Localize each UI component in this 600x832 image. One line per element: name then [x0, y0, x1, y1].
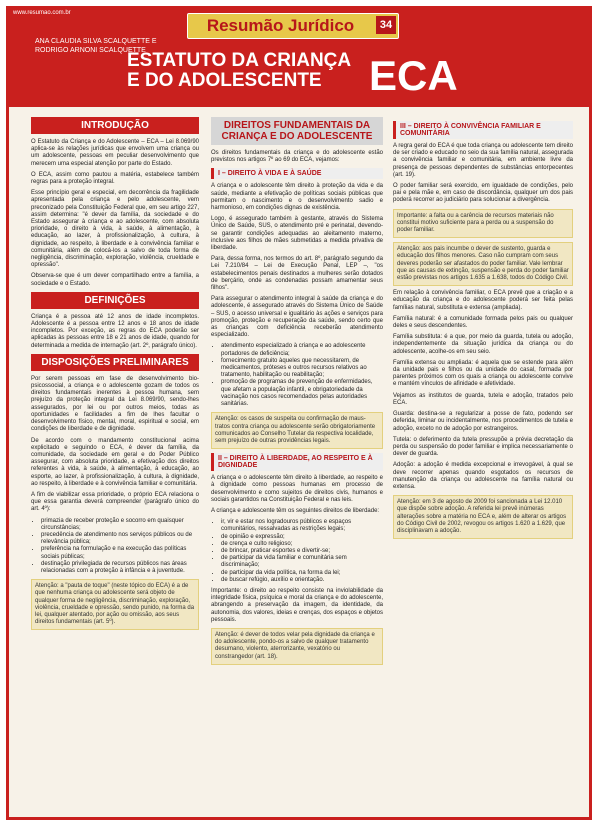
- list-item: • preferência na formulação e na execução das políticas sociais públicas;: [41, 546, 199, 560]
- column-2: [211, 117, 383, 669]
- intro-heading: INTRODUÇÃO: [31, 117, 199, 134]
- freedom-subheading: II – DIREITO À LIBERDADE, AO RESPEITO E À DIGNIDADE: [211, 453, 383, 471]
- column-3: [393, 117, 573, 543]
- rights-intro: Os direitos fundamentais da criança e do adolescente estão previstos nos artigos 7º ao 69 do ECA, vejamos:: [211, 150, 383, 164]
- page-title: [127, 51, 377, 91]
- family-paragraph: Família extensa ou ampliada: é aquela que se estende para além da unidade pais e filhos ou da unidade do casal, formada por parentes próximos com os quais a criança ou adolescente convive e mantém vínculos de afinidade e afetividade.: [393, 359, 573, 388]
- important-box: Importante: a falta ou a carência de recursos materiais não constitui motivo suficiente para a perda ou a suspensão do poder familiar.: [393, 209, 573, 239]
- attention-box: Atenção: os casos de suspeita ou confirmação de maus-tratos contra criança ou adolescente serão obrigatoriamente comunicados ao Conselho Tutelar da respectiva localidade, sem prejuízo de outras providências legais.: [211, 412, 383, 449]
- rights-paragraph: A criança e adolescente têm os seguintes direitos de liberdade:: [211, 507, 380, 514]
- rights-paragraph: Para assegurar o atendimento integral à saúde da criança e do adolescente, é assegurado através do Sistema Único de Saúde – SUS, o acesso universal e igualitário às ações e serviços para promoção, proteção e recuperação da saúde, sendo certo que as crianças com deficiência receberão atendimento especializado.: [211, 296, 383, 339]
- life-health-subheading: I – DIREITO À VIDA E À SAÚDE: [211, 168, 383, 179]
- list-item: • de opinião e expressão;: [221, 534, 383, 541]
- definitions-heading: DEFINIÇÕES: [31, 292, 199, 309]
- header-banner: [9, 9, 589, 107]
- brand-box: [187, 13, 399, 39]
- family-paragraph: O poder familiar será exercido, em igualdade de condições, pelo pai e pela mãe e, em caso de discordância, qualquer um dos pais poderá recorrer ao judiciário para solucionar a divergência.: [393, 183, 573, 204]
- preliminary-paragraph: De acordo com o mandamento constitucional acima explicitado e seguindo o ECA, é dever da família, da comunidade, da sociedade em geral e do Poder Público assegurar, com absoluta prioridade, a efetivação dos direitos referentes à vida, à saúde, à alimentação, à educação, ao esporte, ao lazer, à profissionalização, à cultura, à dignidade, ao respeito, à liberdade e à convivência familiar e comunitária.: [31, 437, 199, 487]
- family-paragraph: Família natural: é a comunidade formada pelos pais ou qualquer deles e seus descendentes.: [393, 315, 573, 330]
- list-item: • primazia de receber proteção e socorro em quaisquer circunstâncias;: [41, 518, 199, 532]
- family-paragraph: Adoção: a adoção é medida excepcional e irrevogável, à qual se deve recorrer apenas quando esgotados os recursos de manutenção da criança ou adolescente na família natural ou extensa.: [393, 462, 573, 490]
- intro-paragraph: Esse princípio geral e especial, em decorrência da fragilidade apresentada pela criança e pelo adolescente, vem preconizado pela Constituição Federal que, em seu artigo 227, assim determina: "é dever da família, da sociedade e do Estado assegurar à criança e ao adolescente, com absoluta prioridade, o direito à vida, à saúde, à alimentação, à educação, ao lazer, à profissionalização, à cultura, à dignidade, ao respeito, à liberdade e à convivência familiar e comunitária, além de colocá-los a salvo de toda forma de negligência, discriminação, exploração, violência, crueldade e opressão".: [31, 190, 199, 269]
- brand-title: Resumão Jurídico: [206, 16, 355, 35]
- family-paragraph: Família substituta: é a que, por meio da guarda, tutela ou adoção, independentemente da situação jurídica da criança ou do adolescente, acolhe-os em seu seio.: [393, 334, 573, 355]
- author-line-1: ANA CLAUDIA SILVA SCALQUETTE E: [35, 38, 157, 45]
- family-paragraph: A regra geral do ECA é que toda criança ou adolescente tem direito de ser criado e educado no seio da sua família natural, assegurada a convivência familiar e comunitária, em ambiente livre da presença de pessoas dependentes de substâncias entorpecentes (art. 19).: [393, 143, 573, 178]
- family-paragraph: Guarda: destina-se a regularizar a posse de fato, podendo ser deferida, liminar ou incidentalmente, nos procedimentos de tutela e adoção, exceto no de adoção por estrangeiros.: [393, 411, 573, 432]
- title-line-1: ESTATUTO DA CRIANÇA: [127, 50, 352, 71]
- site-url[interactable]: www.resumao.com.br: [13, 10, 71, 16]
- attention-box: Atenção: em 3 de agosto de 2009 foi sancionada a Lei 12.010 que dispõe sobre adoção. A referida lei prevê inúmeras alterações sobre a matéria no ECA e, além de alterar os artigos do Código Civil de 2002, revogou os artigos 1.620 a 1.629, que disciplinavam a adoção.: [393, 495, 573, 539]
- intro-paragraph: O Estatuto da Criança e do Adolescente – ECA – Lei 8.069/90 aplica-se às relações jurídicas que envolvem uma criança ou um adolescente, pessoas em peculiar desenvolvimento que merecem uma especial atenção por parte do Estado.: [31, 139, 199, 167]
- rights-paragraph: Logo, é assegurado também à gestante, através do Sistema Único de Saúde, SUS, o atendimento pré e perinatal, devendo-se garantir condições adequadas ao aleitamento materno, inclusive aos filhos de mães submetidas a medida privativa de liberdade.: [211, 216, 383, 252]
- health-list: [221, 343, 383, 408]
- rights-paragraph: Importante: o direito ao respeito consiste na inviolabilidade da integridade física, psíquica e moral da criança e do adolescente, abrangendo a preservação da imagem, da identidade, da autonomia, dos valores, ideias e crenças, dos espaços e objetos pessoais.: [211, 587, 383, 623]
- rights-paragraph: Para, dessa forma, nos termos do art. 8º, parágrafo segundo da Lei 7.210/84 – Lei de Execução Penal, LEP –, "os estabelecimentos penais destinados a mulheres serão dotados de berçário, onde as condenadas possam amamentar seus filhos".: [211, 256, 383, 292]
- attention-box: Atenção: aos pais incumbe o dever de sustento, guarda e educação dos filhos menores. Caso não cumpram com seus deveres poderão ser afastados do poder familiar. Vale lembrar que as causas de extinção, suspensão e perda do poder familiar estão previstas nos artigos 1.635 a 1.638, todos do Código Civil.: [393, 242, 573, 286]
- list-item: • atendimento especializado à criança e ao adolescente portadores de deficiência;: [221, 343, 383, 357]
- author-line-2: RODRIGO ARNONI SCALQUETTE: [35, 47, 146, 54]
- column-1: [31, 117, 199, 634]
- list-item: • de buscar refúgio, auxílio e orientação.: [221, 577, 383, 584]
- family-paragraph: Tutela: o deferimento da tutela pressupõe a prévia decretação da perda ou suspensão do poder familiar e implica necessariamente o dever de guarda.: [393, 436, 573, 458]
- intro-paragraph: Observa-se que é um dever compartilhado entre a família, a sociedade e o Estado.: [31, 273, 199, 287]
- list-item: • fornecimento gratuito àqueles que necessitarem, de medicamentos, próteses e outros recursos relativos ao tratamento, habilitação ou reabilitação;: [221, 358, 383, 380]
- preliminary-paragraph: Por serem pessoas em fase de desenvolvimento bio-psicossocial, a criança e o adolescente gozam de todos os direitos fundamentais inerentes à pessoa humana, sem prejuízo da proteção integral da Lei 8.069/90, sendo-lhes assegurados, por lei ou por outros meios, todas as oportunidades e facilidades a fim de lhes facultar o desenvolvimento físico, mental, moral, espiritual e social, em condições de liberdade e de dignidade.: [31, 375, 199, 433]
- acronym: ECA: [369, 52, 458, 99]
- list-item: • promoção de programas de prevenção de enfermidades, que afetam a população infantil, e obrigatoriedade da vacinação nos casos recomendados pelas autoridades sanitárias.: [221, 379, 383, 408]
- rights-paragraph: A criança e o adolescente têm direito à liberdade, ao respeito e à dignidade como pessoas humanas em processo de desenvolvimento e como sujeitos de direitos civis, humanos e sociais garantidos na Constituição Federal e nas leis.: [211, 475, 383, 503]
- family-paragraph: Em relação à convivência familiar, o ECA prevê que a criação e a educação da criança e do adolescente poderá ser feita pelas famílias natural, substituta e extensa (ampliada).: [393, 290, 573, 311]
- list-item: • de participar da vida política, na forma da lei;: [221, 570, 383, 577]
- list-item: • de crença e culto religioso;: [221, 541, 383, 548]
- rights-heading: DIREITOS FUNDAMENTAIS DA CRIANÇA E DO ADOLESCENTE: [211, 117, 383, 145]
- list-item: • de brincar, praticar esportes e divertir-se;: [221, 548, 383, 555]
- priority-list: [41, 518, 199, 576]
- list-item: • precedência de atendimento nos serviços públicos ou de relevância pública;: [41, 532, 199, 546]
- attention-box: Atenção: a "pauta de toque" (neste tópico do ECA) é a de que nenhuma criança ou adolescente será objeto de qualquer forma de negligência, discriminação, exploração, violência, crueldade e opressão, sendo punido, na forma da lei, qualquer atentado, por ação ou omissão, aos seus direitos fundamentais (art. 5º).: [31, 579, 199, 630]
- preliminary-paragraph: A fim de viabilizar essa prioridade, o próprio ECA relaciona o que essa garantia deverá compreender (parágrafo único do art. 4º):: [31, 491, 199, 513]
- list-item: • de participar da vida familiar e comunitária sem discriminação;: [221, 555, 383, 569]
- title-line-2: E DO ADOLESCENTE: [127, 70, 322, 91]
- list-item: • ir, vir e estar nos logradouros públicos e espaços comunitários, ressalvadas as restrições legais;: [221, 519, 383, 533]
- family-paragraph: Vejamos as institutos de guarda, tutela e adoção, tratados pelo ECA.: [393, 392, 573, 406]
- preliminary-heading: DISPOSIÇÕES PRELIMINARES: [31, 354, 199, 371]
- attention-box: Atenção: é dever de todos velar pela dignidade da criança e do adolescente, pondo-os a salvo de qualquer tratamento desumano, violento, aterrorizante, vexatório ou constrangedor (art. 18).: [211, 628, 383, 665]
- intro-paragraph: O ECA, assim como pautou a matéria, estabelece também regras para a proteção integral.: [31, 171, 199, 186]
- list-item: • destinação privilegiada de recursos públicos nas áreas relacionadas com a proteção à infância e à juventude.: [41, 561, 199, 575]
- rights-paragraph: A criança e o adolescente têm direito à proteção da vida e da saúde, mediante a efetivação de políticas sociais públicas que permitam o nascimento e o desenvolvimento sadio e harmonioso, em condições dignas de existência.: [211, 183, 383, 212]
- family-subheading: III – DIREITO À CONVIVÊNCIA FAMILIAR E COMUNITÁRIA: [393, 121, 573, 139]
- brand-number: 34: [376, 16, 396, 34]
- freedom-list: [221, 519, 383, 584]
- definitions-paragraph: Criança é a pessoa até 12 anos de idade incompletos. Adolescente é a pessoa entre 12 anos e 18 anos de idade incompletos. Por exceção, as regras do ECA poderão ser aplicadas às pessoas entre 18 e 21 anos de idade, quando for determinada a medida de internação (art. 2º, parágrafo único).: [31, 313, 199, 349]
- summary-card: [6, 6, 592, 820]
